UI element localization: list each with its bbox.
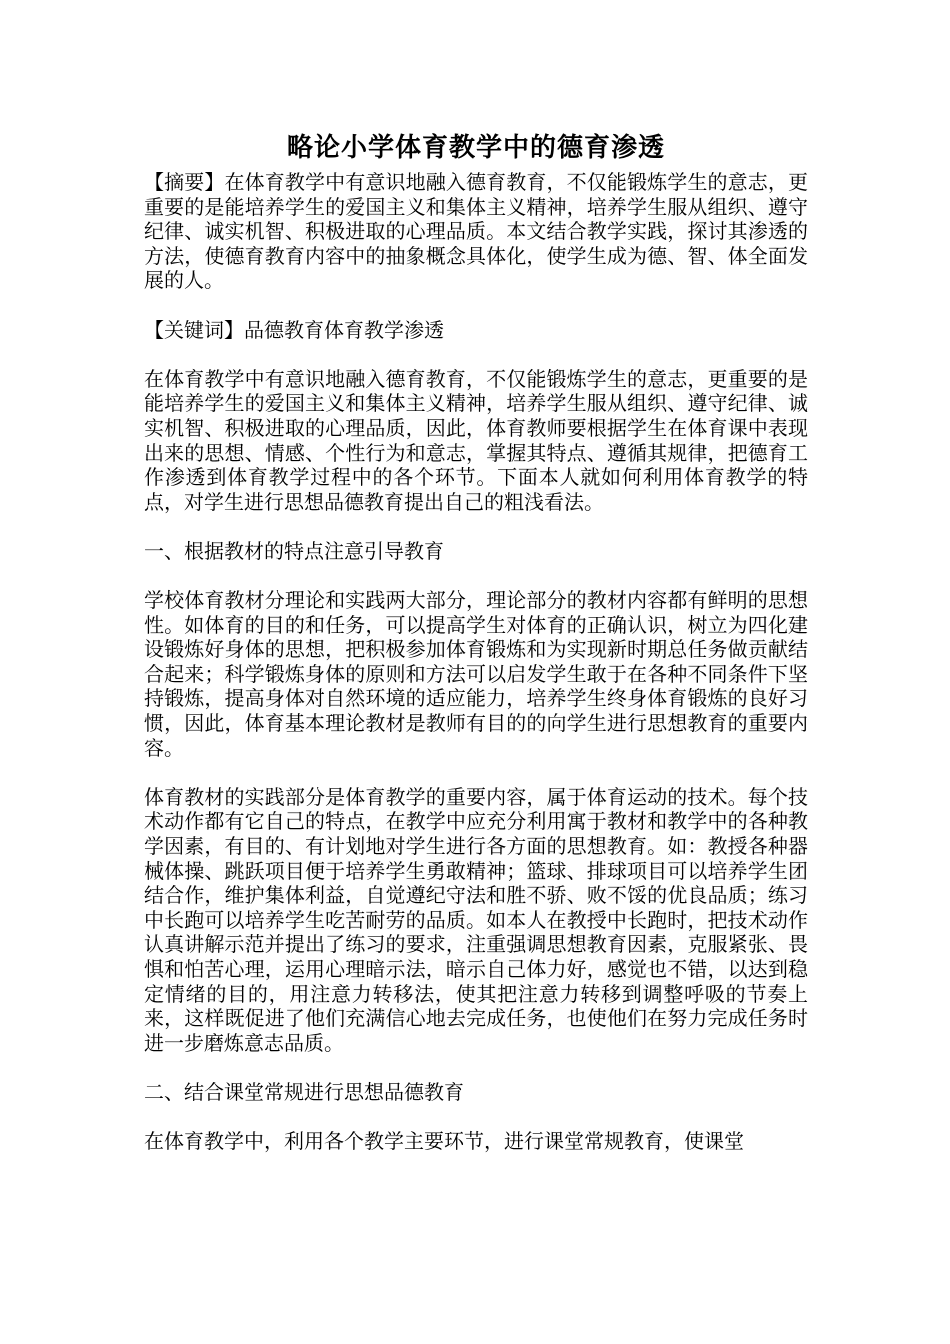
paragraph-gap: [144, 293, 808, 318]
paragraph-gap: [144, 564, 808, 589]
paragraph-gap: [144, 1105, 808, 1130]
section1-paragraph-1: 学校体育教材分理论和实践两大部分，理论部分的教材内容都有鲜明的思想性。如体育的目的和任务，可以提高学生对体育的正确认识，树立为四化建设锻炼好身体的思想，把积极参加体育锻炼和为实现新时期总任务做贡献结合起来；科学锻炼身体的原则和方法可以启发学生敢于在各种不同条件下坚持锻炼，提高身体对自然环境的适应能力，培养学生终身体育锻炼的良好习惯，因此，体育基本理论教材是教师有目的的向学生进行思想教育的重要内容。: [144, 588, 808, 760]
keywords-paragraph: 【关键词】品德教育体育教学渗透: [144, 317, 444, 342]
abstract-paragraph: 【摘要】在体育教学中有意识地融入德育教育，不仅能锻炼学生的意志，更重要的是能培养学生的爱国主义和集体主义精神，培养学生服从组织、遵守纪律、诚实机智、积极进取的心理品质。本文结合教学实践，探讨其渗透的方法，使德育教育内容中的抽象概念具体化，使学生成为德、智、体全面发展的人。: [144, 170, 808, 293]
paragraph-gap: [144, 1055, 808, 1080]
paragraph-gap: [144, 514, 808, 539]
paragraph-gap: [144, 342, 808, 367]
document-title: 略论小学体育教学中的德育渗透: [286, 133, 665, 163]
section2-heading: 二、结合课堂常规进行思想品德教育: [144, 1079, 464, 1104]
paragraph-gap: [144, 760, 808, 785]
intro-paragraph: 在体育教学中有意识地融入德育教育，不仅能锻炼学生的意志，更重要的是能培养学生的爱国主义和集体主义精神，培养学生服从组织、遵守纪律、诚实机智、积极进取的心理品质，因此，体育教师要根据学生在体育课中表现出来的思想、情感、个性行为和意志，掌握其特点、遵循其规律，把德育工作渗透到体育教学过程中的各个环节。下面本人就如何利用体育教学的特点，对学生进行思想品德教育提出自己的粗浅看法。: [144, 366, 808, 514]
section1-paragraph-2: 体育教材的实践部分是体育教学的重要内容，属于体育运动的技术。每个技术动作都有它自己的特点，在教学中应充分利用寓于教材和教学中的各种教学因素，有目的、有计划地对学生进行各方面的思想教育。如：教授各种器械体操、跳跃项目便于培养学生勇敢精神；篮球、排球项目可以培养学生团结合作，维护集体利益，自觉遵纪守法和胜不骄、败不馁的优良品质；练习中长跑可以培养学生吃苦耐劳的品质。如本人在教授中长跑时，把技术动作认真讲解示范并提出了练习的要求，注重强调思想教育因素，克服紧张、畏惧和怕苦心理，运用心理暗示法，暗示自己体力好，感觉也不错，以达到稳定情绪的目的，用注意力转移法，使其把注意力转移到调整呼吸的节奏上来，这样既促进了他们充满信心地去完成任务，也使他们在努力完成任务时进一步磨炼意志品质。: [144, 784, 808, 1055]
document-page: [144, 128, 808, 1154]
section2-paragraph-1: 在体育教学中，利用各个教学主要环节，进行课堂常规教育，使课堂: [144, 1129, 744, 1154]
section1-heading: 一、根据教材的特点注意引导教育: [144, 538, 444, 563]
